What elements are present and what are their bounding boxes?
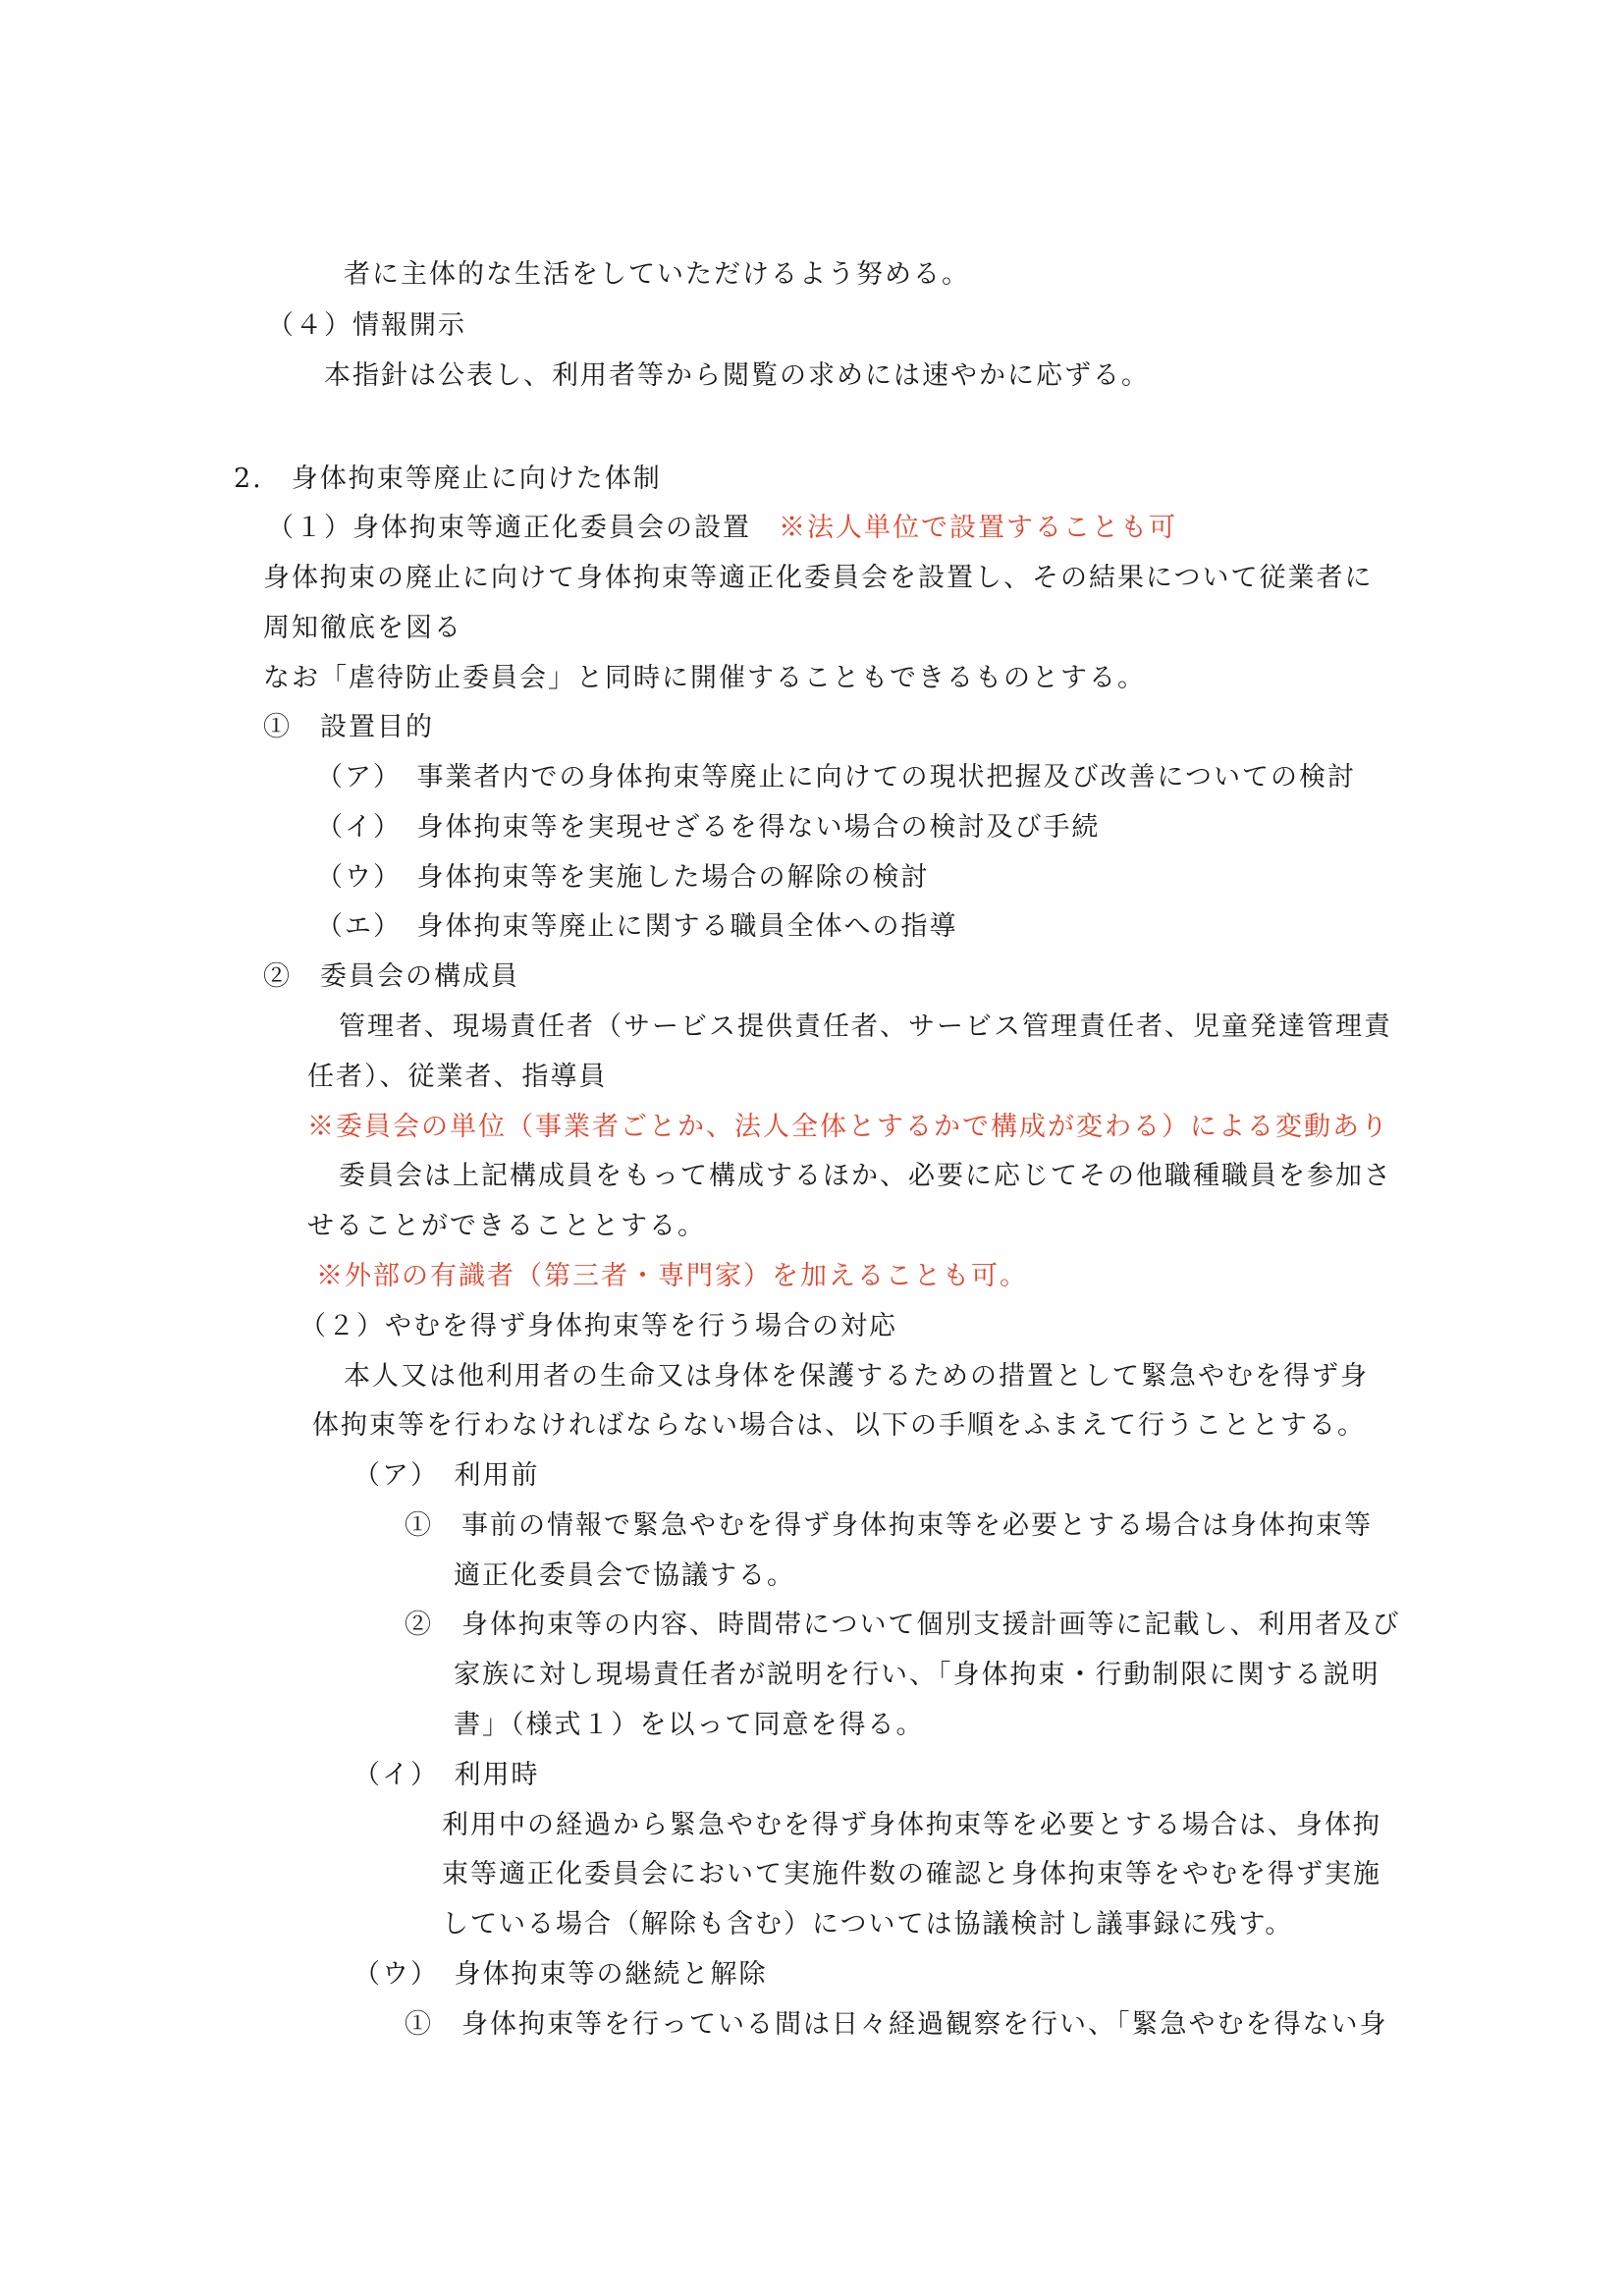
text-line: している場合（解除も含む）については協議検討し議事録に残す。 [442, 1909, 1294, 1940]
text-line: 家族に対し現場責任者が説明を行い、「身体拘束・行動制限に関する説明 [454, 1660, 1380, 1690]
text-line: 利用中の経過から緊急やむを得ず身体拘束等を必要とする場合は、身体拘 [442, 1810, 1381, 1840]
list-item: （エ） 身体拘束等廃止に関する職員全体への指導 [316, 911, 958, 942]
section-title: （１）身体拘束等適正化委員会の設置 [267, 513, 751, 543]
text-line: 者に主体的な生活をしていただけるよう努める。 [344, 259, 970, 290]
chapter-heading: 2. 身体拘束等廃止に向けた体制 [234, 464, 662, 494]
section-heading [267, 511, 1177, 546]
section-heading: （２）やむを得ず身体拘束等を行う場合の対応 [299, 1311, 897, 1341]
sub-heading: （イ） 利用時 [353, 1760, 540, 1790]
list-item: ② 身体拘束等の内容、時間帯について個別支援計画等に記載し、利用者及び [405, 1610, 1401, 1640]
note-text: ※法人単位で設置することも可 [779, 513, 1177, 543]
text-line: 本人又は他利用者の生命又は身体を保護するための措置として緊急やむを得ず身 [344, 1361, 1369, 1392]
item-heading: ① 設置目的 [263, 712, 434, 742]
sub-heading: （ア） 利用前 [353, 1460, 540, 1491]
note-text: ※外部の有識者（第三者・専門家）を加えることも可。 [316, 1261, 1028, 1291]
item-heading: ② 委員会の構成員 [263, 961, 519, 992]
text-line: 書」（様式１）を以って同意を得る。 [454, 1710, 925, 1740]
text-line: 本指針は公表し、利用者等から閲覧の求めには速やかに応ずる。 [324, 360, 1150, 391]
text-line: せることができることとする。 [307, 1211, 706, 1241]
text-line: 管理者、現場責任者（サービス提供責任者、サービス管理責任者、児童発達管理責 [339, 1011, 1392, 1042]
text-line: 任者）、従業者、指導員 [307, 1062, 608, 1092]
list-item: （イ） 身体拘束等を実現せざるを得ない場合の検討及び手続 [316, 812, 1101, 843]
text-line: 委員会は上記構成員をもって構成するほか、必要に応じてその他職種職員を参加さ [339, 1161, 1392, 1191]
text-line: 周知徹底を図る [263, 613, 462, 643]
sub-heading: （ウ） 身体拘束等の継続と解除 [353, 1959, 768, 1990]
list-item: （ア） 事業者内での身体拘束等廃止に向けての現状把握及び改善についての検討 [316, 762, 1356, 793]
list-item: ① 事前の情報で緊急やむを得ず身体拘束等を必要とする場合は身体拘束等 [405, 1510, 1373, 1541]
list-item: （ウ） 身体拘束等を実施した場合の解除の検討 [316, 862, 930, 893]
text-line: なお「虐待防止委員会」と同時に開催することもできるものとする。 [263, 663, 1146, 693]
text-line: 束等適正化委員会において実施件数の確認と身体拘束等をやむを得ず実施 [442, 1859, 1381, 1889]
section-heading: （４）情報開示 [267, 310, 466, 341]
text-line: 適正化委員会で協議する。 [454, 1560, 795, 1591]
note-text: ※委員会の単位（事業者ごとか、法人全体とするかで構成が変わる）による変動あり [307, 1112, 1389, 1142]
list-item: ① 身体拘束等を行っている間は日々経過観察を行い、「緊急やむを得ない身 [405, 2009, 1388, 2040]
text-line: 体拘束等を行わなければならない場合は、以下の手順をふまえて行うこととする。 [312, 1410, 1366, 1441]
text-line: 身体拘束の廃止に向けて身体拘束等適正化委員会を設置し、その結果について従業者に [263, 563, 1374, 593]
